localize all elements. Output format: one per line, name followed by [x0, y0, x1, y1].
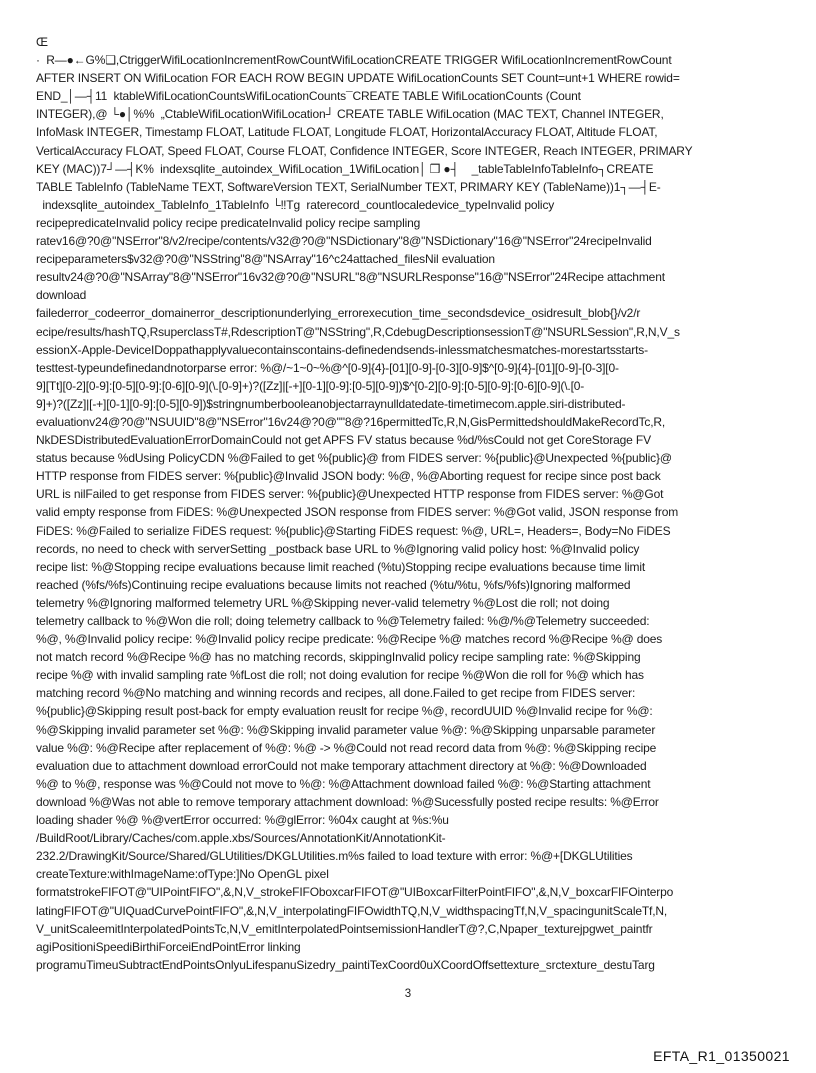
text-line: AFTER INSERT ON WifiLocation FOR EACH ROW BEGIN UPDATE WifiLocationCounts SET Count=unt+1 WHERE rowid= — [36, 71, 680, 86]
text-line: reached (%fs/%fs)Continuing recipe evaluations because limits not reached (%tu/%tu, %fs/%fs)Ignoring malformed — [36, 577, 631, 592]
text-line: %@ to %@, response was %@Could not move to %@: %@Attachment download failed %@: %@Starting attachment — [36, 776, 651, 791]
text-line: recipeparameters$v32@?0@"NSString"8@"NSArray"16^c24attached_filesNil evaluation — [36, 252, 495, 267]
text-line: recipepredicateInvalid policy recipe predicateInvalid policy recipe sampling — [36, 215, 421, 230]
text-line: 9][Tt][0-2][0-9]:[0-5][0-9]:[0-6][0-9](\.[0-9]+)?([Zz]|[-+][0-1][0-9]:[0-5][0-9])$^[0-2][0-9]:[0-5][0-9]:[0-6][0-9](\.[0- — [36, 378, 585, 393]
text-line: recipe list: %@Stopping recipe evaluations because limit reached (%tu)Stopping recipe evaluations because time limit — [36, 559, 646, 574]
text-line: %@, %@Invalid policy recipe: %@Invalid policy recipe predicate: %@Recipe %@ matches record %@Recipe %@ does — [36, 632, 663, 647]
text-line: download — [36, 288, 87, 303]
text-line: createTexture:withImageName:ofType:]No OpenGL pixel — [36, 867, 329, 882]
text-line: loading shader %@ %@vertError occurred: %@glError: %04x caught at %s:%u — [36, 813, 449, 828]
text-line: HTTP response from FIDES server: %{public}@Invalid JSON body: %@, %@Aborting request for recipe since post back — [36, 469, 661, 484]
text-line: END_│—┤11 ktableWifiLocationCountsWifiLocationCounts¯CREATE TABLE WifiLocationCounts (Count — [36, 89, 581, 104]
page-number: 3 — [404, 988, 412, 1000]
text-line: TABLE TableInfo (TableName TEXT, SoftwareVersion TEXT, SerialNumber TEXT, PRIMARY KEY (TableName))1┐—┤E- — [36, 179, 661, 194]
text-line: ratev16@?0@"NSError"8/v2/recipe/contents/v32@?0@"NSDictionary"8@"NSDictionary"16@"NSError"24recipeInvalid — [36, 234, 652, 249]
text-line: valid empty response from FiDES: %@Unexpected JSON response from FIDES server: %@Got valid, JSON response from — [36, 505, 679, 520]
text-line: Œ — [36, 35, 48, 49]
text-line: · R—●←G%❑,CtriggerWifiLocationIncrementRowCountWifiLocationCREATE TRIGGER WifiLocationIncrementRowCount — [36, 53, 672, 68]
text-line: download %@Was not able to remove temporary attachment download: %@Sucessfully posted recipe results: %@Error — [36, 794, 659, 809]
text-line: agiPositioniSpeediBirthiForceiEndPointError linking — [36, 939, 301, 954]
text-line: resultv24@?0@"NSArray"8@"NSError"16v32@?0@"NSURL"8@"NSURLResponse"16@"NSError"24Recipe attachment — [36, 270, 665, 285]
text-line: FiDES: %@Failed to serialize FiDES request: %{public}@Starting FiDES request: %@, URL=, Headers=, Body=No FiDES — [36, 523, 671, 538]
text-line: telemetry callback to %@Won die roll; doing telemetry callback to %@Telemetry failed: %@/%@Telemetry succeeded: — [36, 614, 650, 628]
text-line: KEY (MAC))7┘—┤K% indexsqlite_autoindex_WifiLocation_1WifiLocation│ ❒ ●┤ _tableTableInfoTableInfo┐CREATE — [36, 161, 654, 176]
text-line: evaluationv24@?0@"NSUUID"8@"NSError"16v24@?0@""8@?16permittedTc,R,N,GisPermittedshouldMakeRecordTc,R, — [36, 414, 666, 429]
text-line: /BuildRoot/Library/Caches/com.apple.xbs/Sources/AnnotationKit/AnnotationKit- — [36, 831, 446, 846]
bates-number: EFTA_R1_01350021 — [653, 1048, 790, 1064]
text-line: 9]+)?([Zz]|[-+][0-1][0-9]:[0-5][0-9])$stringnumberbooleanobjectarraynulldatedate-timetimecom.apple.siri-distributed- — [36, 396, 626, 411]
text-line: NkDESDistributedEvaluationErrorDomainCould not get APFS FV status because %d/%sCould not get CoreStorage FV — [36, 433, 651, 448]
text-line: failederror_codeerror_domainerror_descriptionunderlying_errorexecution_time_secondsdevice_osidresult_blob{}/v2/r — [36, 306, 641, 321]
text-line: recipe %@ with invalid sampling rate %fLost die roll; not doing evalution for recipe %@Won die roll for %@ which has — [36, 668, 644, 683]
text-line: InfoMask INTEGER, Timestamp FLOAT, Latitude FLOAT, Longitude FLOAT, HorizontalAccuracy FLOAT, Altitude FLOAT, — [36, 125, 658, 140]
text-line: latingFIFOT@"UIQuadCurvePointFIFO",&,N,V_interpolatingFIFOwidthTQ,N,V_widthspacingTf,N,V_spacingunitScaleTf,N, — [36, 903, 668, 918]
text-line: 232.2/DrawingKit/Source/Shared/GLUtilities/DKGLUtilities.m%s failed to load texture with error: %@+[DKGLUtilities — [36, 849, 633, 864]
text-line: formatstrokeFIFOT@"UIPointFIFO",&,N,V_strokeFIFOboxcarFIFOT@"UIBoxcarFilterPointFIFO",&,N,V_boxcarFIFOinterpo — [36, 885, 674, 900]
text-line: matching record %@No matching and winning records and recipes, all done.Failed to get recipe from FIDES server: — [36, 686, 636, 701]
text-line: %@Skipping invalid parameter set %@: %@Skipping invalid parameter value %@: %@Skipping unparsable parameter — [36, 722, 656, 737]
text-line: INTEGER),@ └●│%% „CtableWifiLocationWifiLocation┘ CREATE TABLE WifiLocation (MAC TEXT, Channel INTEGER, — [36, 107, 664, 122]
text-line: indexsqlite_autoindex_TableInfo_1TableInfo └‼Tg raterecord_countlocaledevice_typeInvalid policy — [36, 197, 555, 212]
text-line: evaluation due to attachment download errorCould not make temporary attachment directory at %@: %@Downloaded — [36, 758, 647, 773]
text-line: essionX-Apple-DeviceIDoppathapplyvaluecontainscontains-definedendsends-inlessmatchesmatches-morestartsstarts- — [36, 342, 648, 357]
text-line: ecipe/results/hashTQ,RsuperclassT#,RdescriptionT@"NSString",R,CdebugDescriptionsessionT@"NSURLSession",R,N,V_s — [36, 324, 680, 339]
text-line: status because %dUsing PolicyCDN %@Failed to get %{public}@ from FIDES server: %{public}@Unexpected %{public}@ — [36, 451, 672, 466]
text-line: records, no need to check with serverSetting _postback base URL to %@Ignoring valid policy host: %@Invalid policy — [36, 541, 640, 556]
text-line: V_unitScaleemitInterpolatedPointsTc,N,V_emitInterpolatedPointsemissionHandlerT@?,C,Npaper_texturejpgwet_paintfr — [36, 921, 653, 936]
text-line: VerticalAccuracy FLOAT, Speed FLOAT, Course FLOAT, Confidence INTEGER, Score INTEGER, Reach INTEGER, PRIMARY — [36, 143, 693, 158]
text-line: testtest-typeundefinedandnotorparse error: %@/~1~0~%@^[0-9]{4}-[01][0-9]-[0-3][0-9]$^[0-9]{4}-[01][0-9]-[0-3][0- — [36, 360, 619, 375]
text-line: value %@: %@Recipe after replacement of %@: %@ -> %@Could not read record data from %@: %@Skipping recipe — [36, 740, 657, 755]
text-line: telemetry %@Ignoring malformed telemetry URL %@Skipping never-valid telemetry %@Lost die roll; not doing — [36, 595, 610, 610]
text-line: not match record %@Recipe %@ has no matching records, skippingInvalid policy recipe sampling rate: %@Skipping — [36, 650, 641, 665]
text-line: %{public}@Skipping result post-back for empty evaluation reuslt for recipe %@, recordUUID %@Invalid recipe for %@: — [36, 704, 653, 719]
text-line: programuTimeuSubtractEndPointsOnlyuLifespanuSizedry_paintiTexCoord0uXCoordOffsettexture_srctexture_destuTarg — [36, 957, 655, 972]
document-text — [36, 33, 790, 974]
text-line: URL is nilFailed to get response from FIDES server: %{public}@Unexpected HTTP response from FIDES server: %@Got — [36, 487, 664, 502]
